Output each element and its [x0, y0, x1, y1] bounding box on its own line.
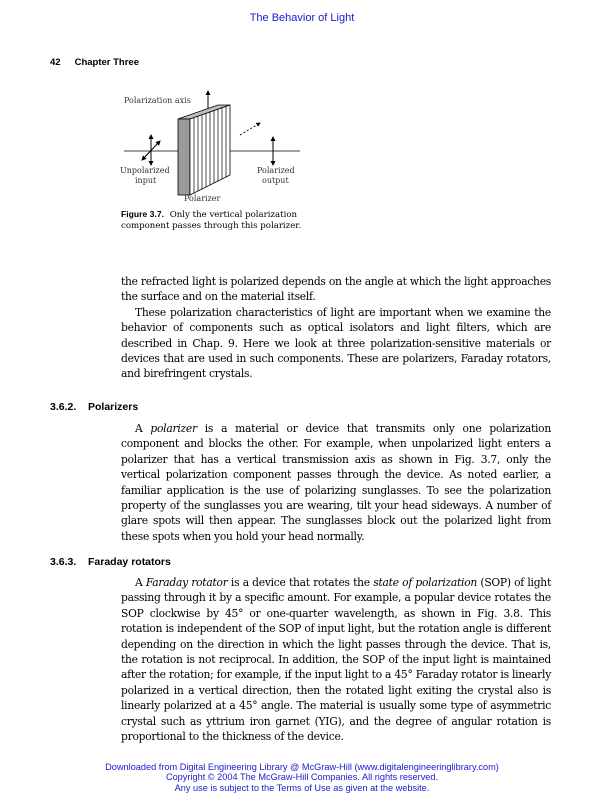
text-run: A: [135, 576, 146, 589]
page-number: 42: [50, 57, 61, 68]
faraday-rotators-text: [121, 575, 551, 744]
running-head[interactable]: The Behavior of Light: [249, 12, 355, 24]
section-number: 3.6.3.: [50, 556, 77, 568]
term-state-of-polarization: state of polarization: [373, 576, 478, 589]
section-title: Faraday rotators: [88, 556, 171, 568]
paragraph: the refracted light is polarized depends on the angle at which the light approaches the surface and on the material itself.: [121, 275, 551, 304]
section-heading-faraday-rotators: [50, 556, 171, 568]
polarizer-figure: [118, 85, 308, 203]
footer: [0, 762, 604, 793]
page-header: [50, 57, 139, 68]
chapter-title: Chapter Three: [74, 57, 139, 68]
intro-text: [121, 274, 551, 382]
label-polarization-axis: Polarization axis: [124, 96, 191, 105]
figure-caption: [121, 209, 321, 232]
term-polarizer: polarizer: [150, 422, 197, 435]
text-run: A: [135, 422, 151, 435]
paragraph: [121, 421, 551, 544]
text-run: is a material or device that transmits only one polarization component and blocks the other. For example, when unpolarized light enters a polarizer that has a vertical transmission axis as shown in Fig. 3.7, only the vertical polarization component passes through the device. As noted earlier, a familiar application is the use of polarizing sunglasses. To see the polarization property of the sunglasses you are wearing, tilt your head sideways. A number of glare spots will then appear. The sunglasses block out the polarized light from these spots when you hold your head normally.: [121, 422, 551, 543]
section-heading-polarizers: [50, 401, 138, 413]
label-output: output: [262, 176, 289, 185]
section-title: Polarizers: [88, 401, 139, 413]
label-polarizer: Polarizer: [184, 194, 221, 203]
label-input: input: [135, 176, 157, 185]
footer-copyright: Copyright © 2004 The McGraw-Hill Companies. All rights reserved.: [165, 772, 439, 783]
polarizer-plate: [178, 105, 230, 195]
propagation-arrow: [240, 123, 260, 135]
footer-terms-link[interactable]: Any use is subject to the Terms of Use as given at the website.: [174, 782, 430, 793]
footer-download-link[interactable]: Downloaded from Digital Engineering Library @ McGraw-Hill (www.digitalengineeringlibrary.com): [105, 762, 499, 772]
text-run: (SOP) of light passing through it by a specific amount. For example, a popular device rotates the SOP clockwise by 45° or one-quarter wavelength, as shown in Fig. 3.8. This rotation is independent of the SOP of input light, but the rotation angle is different depending on the direction in which the light passes through the device. That is, the rotation is not reciprocal. In addition, the SOP of the input light is maintained after the rotation; for example, if the input light to a 45° Faraday rotator is linearly polarized in a vertical direction, then the rotated light exiting the crystal also is linearly polarized at a 45° angle. The material is usually some type of asymmetric crystal such as yttrium iron garnet (YIG), and the degree of angular rotation is proportional to the thickness of the device.: [121, 576, 551, 744]
figure-caption-text: Only the vertical polarization component passes through this polarizer.: [121, 210, 302, 231]
figure-number: Figure 3.7.: [121, 209, 164, 219]
paragraph: These polarization characteristics of light are important when we examine the behavior of components such as optical isolators and light filters, which are described in Chap. 9. Here we look at three polarization-sensitive materials or devices that are used in such components. These are polarizers, Faraday rotators, and birefringent crystals.: [121, 305, 551, 381]
term-faraday-rotator: Faraday rotator: [145, 576, 228, 589]
polarizers-text: [121, 421, 551, 544]
text-run: is a device that rotates the: [227, 576, 374, 589]
label-polarized: Polarized: [257, 166, 295, 175]
label-unpolarized: Unpolarized: [120, 166, 170, 175]
section-number: 3.6.2.: [50, 401, 77, 413]
paragraph: [121, 575, 551, 744]
